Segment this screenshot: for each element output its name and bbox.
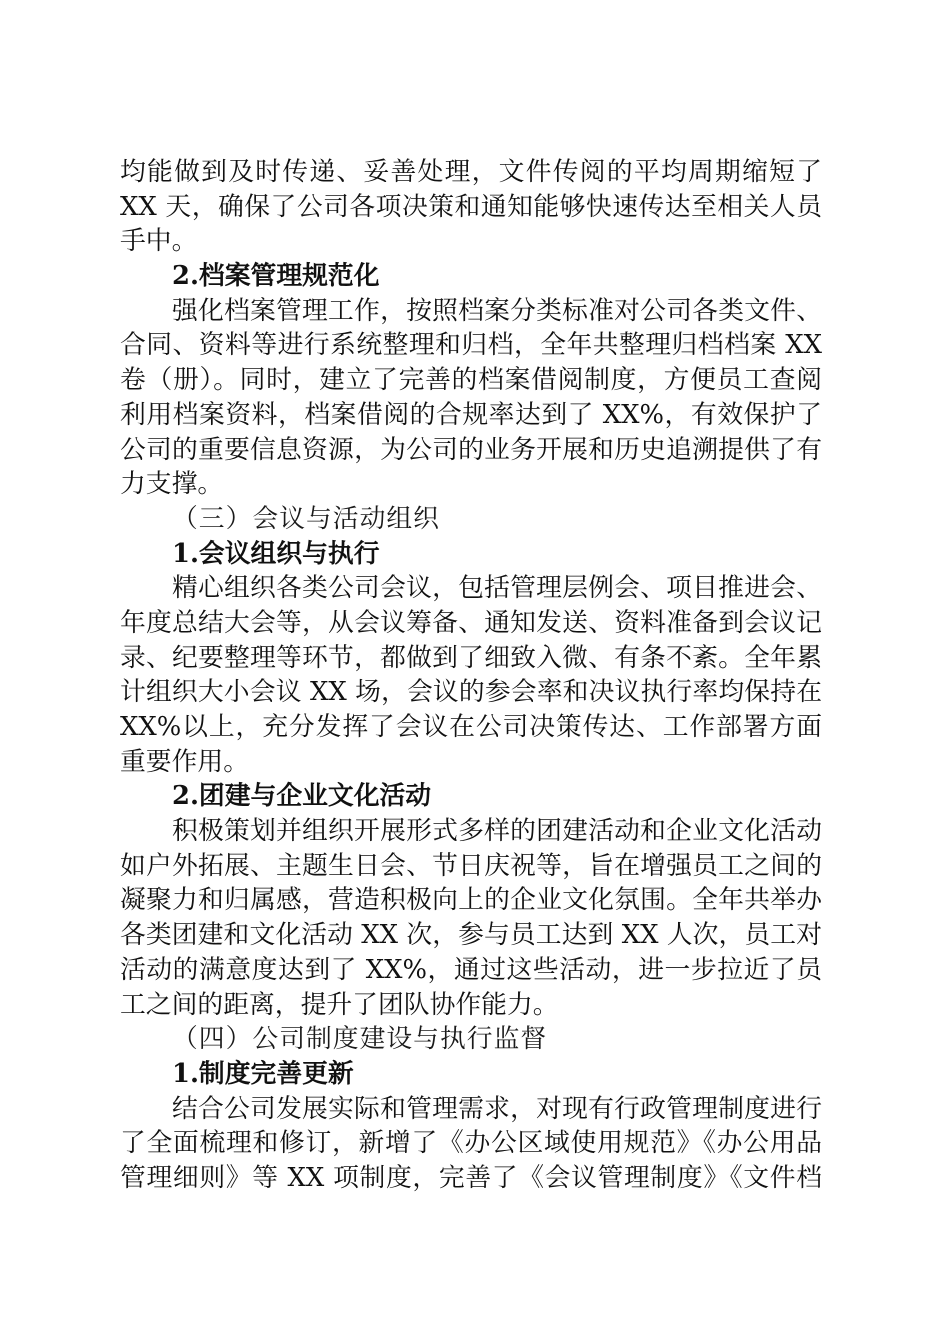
paragraph-line: 手中。 (120, 226, 198, 257)
paragraph-line: 利用档案资料，档案借阅的合规率达到了 XX%，有效保护了 (120, 399, 822, 430)
meeting-paragraph (120, 571, 822, 779)
paragraph-line: 积极策划并组织开展形式多样的团建活动和企业文化活动 (172, 816, 822, 847)
paragraph-line: 结合公司发展实际和管理需求，对现有行政管理制度进行 (172, 1093, 822, 1124)
paragraph-line: 力支撑。 (120, 469, 224, 500)
system-heading: 1.制度完善更新 (172, 1058, 354, 1089)
paragraph-line: 均能做到及时传递、妥善处理，文件传阅的平均周期缩短了 (120, 157, 822, 187)
paragraph-line: 管理细则》等 XX 项制度，完善了《会议管理制度》《文件档 (120, 1162, 822, 1193)
section-four-title: （四）公司制度建设与执行监督 (172, 1024, 548, 1055)
paragraph-line: 合同、资料等进行系统整理和归档，全年共整理归档档案 XX (120, 330, 822, 361)
system-paragraph (120, 1092, 822, 1196)
paragraph-line: 了全面梳理和修订，新增了《办公区域使用规范》《办公用品 (120, 1128, 822, 1159)
paragraph-line: 各类团建和文化活动 XX 次，参与员工达到 XX 人次，员工对 (120, 920, 822, 951)
teambuilding-heading: 2.团建与企业文化活动 (172, 781, 432, 812)
archive-heading: 2.档案管理规范化 (172, 261, 380, 292)
paragraph-line: 工之间的距离，提升了团队协作能力。 (120, 989, 559, 1020)
document-body (120, 155, 822, 1196)
paragraph-line: 录、纪要整理等环节，都做到了细致入微、有条不紊。全年累 (120, 642, 822, 673)
paragraph-line: 精心组织各类公司会议，包括管理层例会、项目推进会、 (172, 573, 822, 604)
archive-paragraph (120, 294, 822, 502)
paragraph-line: 公司的重要信息资源，为公司的业务开展和历史追溯提供了有 (120, 434, 822, 465)
paragraph-line: 卷（册）。同时，建立了完善的档案借阅制度，方便员工查阅 (120, 365, 822, 396)
paragraph-line: 如户外拓展、主题生日会、节日庆祝等，旨在增强员工之间的 (120, 850, 822, 881)
section-three-title: （三）会议与活动组织 (172, 503, 440, 534)
paragraph-line: 活动的满意度达到了 XX%，通过这些活动，进一步拉近了员 (120, 954, 822, 985)
paragraph-line: XX%以上，充分发挥了会议在公司决策传达、工作部署方面 (120, 712, 822, 742)
meeting-heading: 1.会议组织与执行 (172, 538, 380, 569)
paragraph-line: 强化档案管理工作，按照档案分类标准对公司各类文件、 (172, 295, 822, 326)
teambuilding-paragraph (120, 814, 822, 1022)
paragraph-line: 凝聚力和归属感，营造积极向上的企业文化氛围。全年共举办 (120, 885, 822, 916)
paragraph-line: 计组织大小会议 XX 场，会议的参会率和决议执行率均保持在 (120, 677, 822, 708)
paragraph-line: 重要作用。 (120, 746, 249, 777)
continued-paragraph (120, 155, 822, 259)
paragraph-line: XX 天，确保了公司各项决策和通知能够快速传达至相关人员 (120, 191, 822, 222)
paragraph-line: 年度总结大会等，从会议筹备、通知发送、资料准备到会议记 (120, 607, 822, 638)
